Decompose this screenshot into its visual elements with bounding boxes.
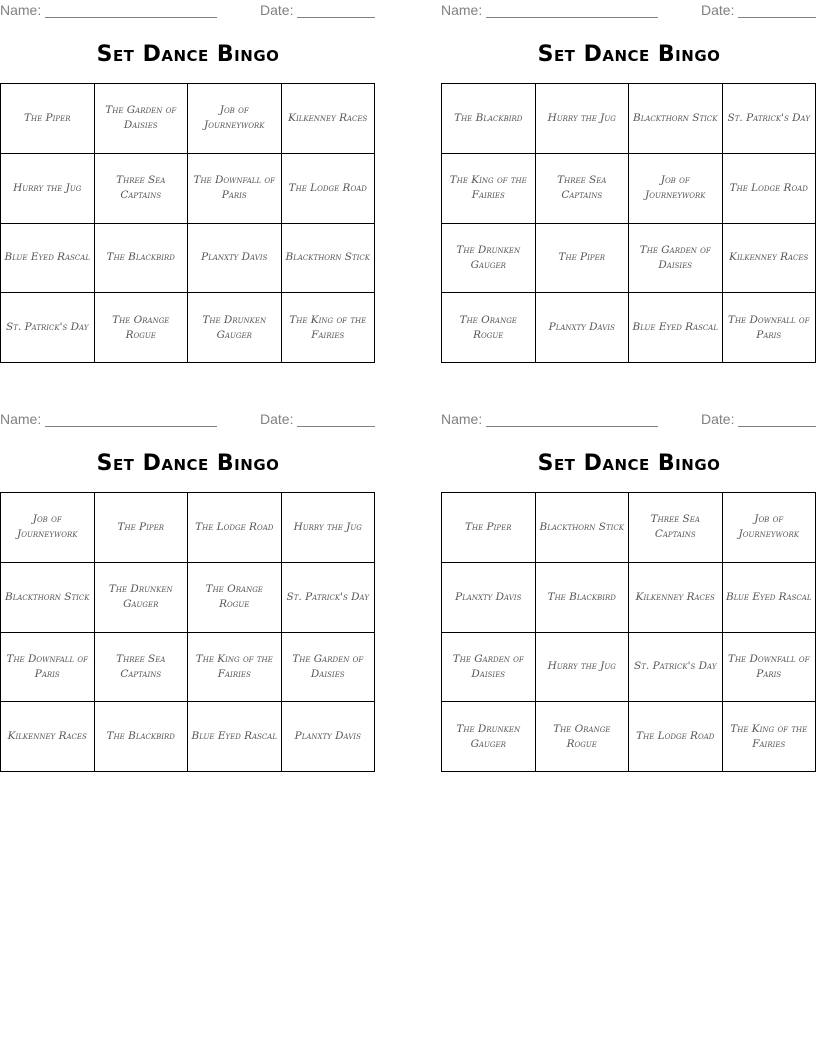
bingo-cell: The Drunken Gauger — [442, 702, 536, 772]
bingo-grid — [441, 83, 816, 363]
date-blank-line — [297, 17, 375, 18]
bingo-cell: Blackthorn Stick — [629, 84, 723, 154]
bingo-cell: St. Patrick's Day — [1, 293, 95, 363]
bingo-cell: Blackthorn Stick — [282, 224, 376, 294]
bingo-cell: Planxty Davis — [442, 563, 536, 633]
bingo-cell: Planxty Davis — [282, 702, 376, 772]
bingo-cell: Kilkenney Races — [1, 702, 95, 772]
bingo-cell: The Drunken Gauger — [188, 293, 282, 363]
bingo-cell: The Orange Rogue — [442, 293, 536, 363]
bingo-cell: The Lodge Road — [188, 493, 282, 563]
date-label: Date: — [701, 2, 735, 18]
bingo-cell: Blackthorn Stick — [1, 563, 95, 633]
card-title: Set Dance Bingo — [96, 42, 280, 67]
name-date-row — [0, 411, 376, 429]
bingo-cell: Blue Eyed Rascal — [1, 224, 95, 294]
bingo-cell: The Blackbird — [95, 702, 189, 772]
card-title: Set Dance Bingo — [537, 451, 721, 476]
bingo-cell: Job of Journeywork — [723, 493, 816, 563]
name-label: Name: — [441, 411, 483, 427]
bingo-cell: The Orange Rogue — [536, 702, 630, 772]
bingo-cell: The Lodge Road — [282, 154, 376, 224]
bingo-cell: The Piper — [1, 84, 95, 154]
bingo-cell: The Garden of Daisies — [442, 633, 536, 703]
date-label: Date: — [260, 2, 294, 18]
bingo-cell: Blue Eyed Rascal — [723, 563, 816, 633]
name-blank-line — [486, 426, 658, 427]
bingo-cell: Hurry the Jug — [282, 493, 376, 563]
date-label: Date: — [701, 411, 735, 427]
bingo-cell: Job of Journeywork — [1, 493, 95, 563]
bingo-cell: Three Sea Captains — [536, 154, 630, 224]
bingo-card — [0, 409, 376, 773]
name-label: Name: — [0, 411, 42, 427]
name-label: Name: — [0, 2, 42, 18]
date-label: Date: — [260, 411, 294, 427]
bingo-cell: Blue Eyed Rascal — [629, 293, 723, 363]
bingo-cell: St. Patrick's Day — [282, 563, 376, 633]
name-blank-line — [45, 426, 217, 427]
bingo-grid — [0, 83, 375, 363]
name-blank-line — [45, 17, 217, 18]
bingo-cell: Three Sea Captains — [629, 493, 723, 563]
bingo-grid — [0, 492, 375, 772]
bingo-cell: St. Patrick's Day — [629, 633, 723, 703]
bingo-cell: The King of the Fairies — [188, 633, 282, 703]
bingo-cell: Three Sea Captains — [95, 633, 189, 703]
bingo-cell: The Orange Rogue — [95, 293, 189, 363]
bingo-cell: Kilkenney Races — [282, 84, 376, 154]
bingo-card — [441, 409, 816, 773]
bingo-cell: Kilkenney Races — [723, 224, 816, 294]
bingo-cell: Blackthorn Stick — [536, 493, 630, 563]
bingo-cell: The Garden of Daisies — [95, 84, 189, 154]
bingo-cell: The Piper — [442, 493, 536, 563]
bingo-cell: The Lodge Road — [723, 154, 816, 224]
bingo-cell: Hurry the Jug — [536, 633, 630, 703]
bingo-cell: Kilkenney Races — [629, 563, 723, 633]
name-label: Name: — [441, 2, 483, 18]
bingo-cell: The Piper — [95, 493, 189, 563]
date-blank-line — [738, 17, 816, 18]
bingo-card — [0, 0, 376, 364]
bingo-cell: The Downfall of Paris — [1, 633, 95, 703]
bingo-cell: The Blackbird — [536, 563, 630, 633]
name-date-row — [0, 2, 376, 20]
name-date-row — [441, 2, 816, 20]
bingo-cell: The Drunken Gauger — [442, 224, 536, 294]
card-title: Set Dance Bingo — [537, 42, 721, 67]
bingo-cell: Job of Journeywork — [188, 84, 282, 154]
bingo-cell: The King of the Fairies — [723, 702, 816, 772]
date-blank-line — [738, 426, 816, 427]
bingo-cell: The Piper — [536, 224, 630, 294]
bingo-cell: The Garden of Daisies — [629, 224, 723, 294]
bingo-cell: The Lodge Road — [629, 702, 723, 772]
date-blank-line — [297, 426, 375, 427]
bingo-cell: Planxty Davis — [536, 293, 630, 363]
bingo-cell: Three Sea Captains — [95, 154, 189, 224]
bingo-cell: The Drunken Gauger — [95, 563, 189, 633]
bingo-cell: The Downfall of Paris — [188, 154, 282, 224]
bingo-cell: Blue Eyed Rascal — [188, 702, 282, 772]
bingo-cell: The King of the Fairies — [442, 154, 536, 224]
bingo-cell: Hurry the Jug — [1, 154, 95, 224]
bingo-cell: The Downfall of Paris — [723, 633, 816, 703]
bingo-cell: Planxty Davis — [188, 224, 282, 294]
bingo-cell: Job of Journeywork — [629, 154, 723, 224]
bingo-grid — [441, 492, 816, 772]
bingo-cell: The Blackbird — [442, 84, 536, 154]
name-blank-line — [486, 17, 658, 18]
bingo-card — [441, 0, 816, 364]
name-date-row — [441, 411, 816, 429]
bingo-cell: The King of the Fairies — [282, 293, 376, 363]
bingo-cell: St. Patrick's Day — [723, 84, 816, 154]
bingo-cell: The Blackbird — [95, 224, 189, 294]
bingo-cell: The Garden of Daisies — [282, 633, 376, 703]
card-title: Set Dance Bingo — [96, 451, 280, 476]
bingo-cell: The Downfall of Paris — [723, 293, 816, 363]
bingo-cell: The Orange Rogue — [188, 563, 282, 633]
bingo-cell: Hurry the Jug — [536, 84, 630, 154]
